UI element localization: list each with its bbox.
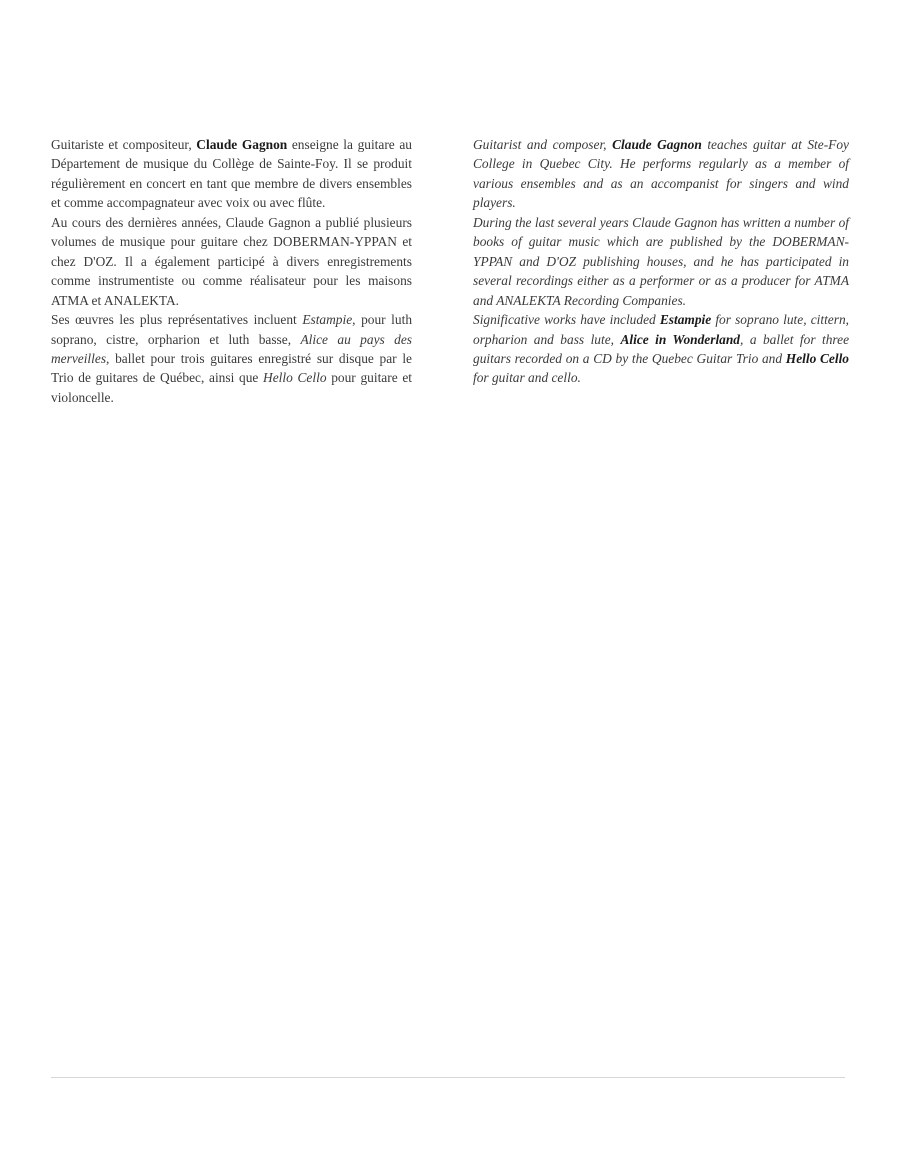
french-paragraph-intro: Guitariste et compositeur, Claude Gagnon enseigne la guitare au Département de musique du Collège de Sainte-Foy. Il se produit régulièrement en concert en tant que membre de divers ensembles et comme accompagnateur avec voix ou avec flûte. bbox=[51, 137, 412, 211]
composer-name: Claude Gagnon bbox=[196, 137, 288, 152]
work-title-hello-cello: Hello Cello bbox=[263, 370, 327, 386]
french-paragraph-works: Ses œuvres les plus représentatives incluent Estampie, pour luth soprano, cistre, orpharion et luth basse, Alice au pays des merveilles, ballet pour trois guitares enregistré sur disque par le Trio de guitares de Québec, ainsi que Hello Cello pour guitare et violoncelle. bbox=[51, 312, 413, 405]
english-paragraph-intro: Guitarist and composer, Claude Gagnon teaches guitar at Ste-Foy College in Quebec City. He performs regularly as a member of various ensembles and as an accompanist for singers and wind players. bbox=[473, 137, 849, 211]
english-paragraph-publications: During the last several years Claude Gagnon has written a number of books of guitar music which are published by the DOBERMAN-YPPAN and D'OZ publishing houses, and he has participated in several recordings either as a performer or as a producer for ATMA and ANALEKTA Recording Companies. bbox=[473, 214, 849, 308]
work-title-alice: Alice au pays des merveilles bbox=[51, 331, 412, 366]
work-title-estampie: Estampie bbox=[302, 312, 353, 328]
work-title-hello-cello: Hello Cello bbox=[785, 350, 849, 366]
composer-name: Claude Gagnon bbox=[612, 137, 702, 152]
work-title-alice: Alice in Wonderland bbox=[620, 331, 741, 347]
footer-divider bbox=[51, 1077, 845, 1078]
french-biography-column bbox=[51, 135, 412, 407]
english-paragraph-works: Significative works have included Estampie for soprano lute, cittern, orpharion and bass lute, Alice in Wonderland, a ballet for three guitars recorded on a CD by the Quebec Guitar Trio and Hello Cello for guitar and cello. bbox=[473, 312, 850, 386]
work-title-estampie: Estampie bbox=[659, 312, 712, 328]
english-biography-column bbox=[473, 135, 849, 388]
french-paragraph-publications: Au cours des dernières années, Claude Gagnon a publié plusieurs volumes de musique pour guitare chez DOBERMAN-YPPAN et chez D'OZ. Il a également participé à divers enregistrements comme instrumentiste ou comme réalisateur pour les maisons ATMA et ANALEKTA. bbox=[51, 214, 412, 308]
